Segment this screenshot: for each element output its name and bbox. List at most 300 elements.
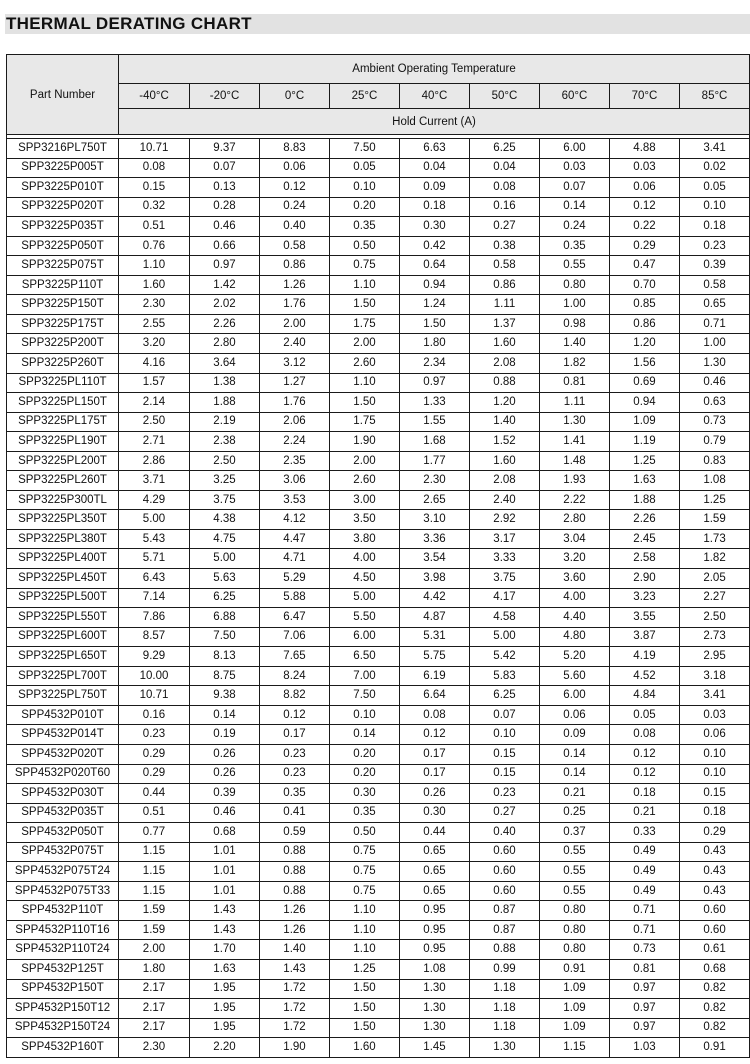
- page-title: THERMAL DERATING CHART: [6, 14, 252, 33]
- hold-current-cell: 0.64: [400, 256, 470, 276]
- hold-current-cell: 1.30: [400, 999, 470, 1019]
- hold-current-cell: 1.41: [540, 432, 610, 452]
- hold-current-cell: 2.30: [119, 1038, 190, 1058]
- hold-current-cell: 0.80: [540, 275, 610, 295]
- hold-current-cell: 4.12: [260, 510, 330, 530]
- table-row: [7, 705, 750, 725]
- hold-current-cell: 0.59: [260, 823, 330, 843]
- hold-current-cell: 5.42: [470, 647, 540, 667]
- part-number-cell: SPP3225PL350T: [7, 510, 119, 530]
- hold-current-cell: 1.11: [540, 393, 610, 413]
- hold-current-cell: 6.43: [119, 569, 190, 589]
- part-number-cell: SPP4532P150T24: [7, 1018, 119, 1038]
- part-number-cell: SPP3225PL110T: [7, 373, 119, 393]
- hold-current-cell: 1.50: [330, 999, 400, 1019]
- hold-current-cell: 0.82: [680, 979, 750, 999]
- hold-current-cell: 0.81: [540, 373, 610, 393]
- hold-current-cell: 0.86: [610, 314, 680, 334]
- hold-current-cell: 0.07: [540, 178, 610, 198]
- table-row: [7, 490, 750, 510]
- hold-current-cell: 3.60: [540, 569, 610, 589]
- hold-current-cell: 8.57: [119, 627, 190, 647]
- hold-current-cell: 0.18: [610, 784, 680, 804]
- hold-current-cell: 7.14: [119, 588, 190, 608]
- hold-current-cell: 1.60: [119, 275, 190, 295]
- temperature-header-cell: 25°C: [330, 84, 400, 109]
- hold-current-cell: 0.26: [190, 744, 260, 764]
- hold-current-cell: 1.40: [470, 412, 540, 432]
- part-number-cell: SPP3225PL400T: [7, 549, 119, 569]
- hold-current-cell: 0.68: [680, 959, 750, 979]
- hold-current-cell: 1.77: [400, 451, 470, 471]
- hold-current-cell: 1.60: [470, 451, 540, 471]
- table-row: [7, 920, 750, 940]
- hold-current-cell: 0.80: [540, 920, 610, 940]
- hold-current-cell: 0.97: [610, 1018, 680, 1038]
- hold-current-cell: 0.91: [680, 1038, 750, 1058]
- hold-current-cell: 1.15: [119, 842, 190, 862]
- part-number-cell: SPP3225PL380T: [7, 529, 119, 549]
- temperature-header-row: [7, 84, 750, 109]
- hold-current-cell: 0.40: [260, 217, 330, 237]
- hold-current-cell: 3.50: [330, 510, 400, 530]
- table-row: [7, 158, 750, 178]
- hold-current-cell: 0.05: [610, 705, 680, 725]
- table-row: [7, 510, 750, 530]
- hold-current-cell: 0.97: [190, 256, 260, 276]
- hold-current-cell: 6.00: [540, 139, 610, 159]
- hold-current-cell: 5.88: [260, 588, 330, 608]
- temperature-header-cell: 0°C: [260, 84, 330, 109]
- hold-current-cell: 0.13: [190, 178, 260, 198]
- hold-current-cell: 0.71: [610, 920, 680, 940]
- table-row: [7, 647, 750, 667]
- table-row: [7, 959, 750, 979]
- hold-current-cell: 4.52: [610, 666, 680, 686]
- hold-current-cell: 0.99: [470, 959, 540, 979]
- hold-current-cell: 1.50: [330, 295, 400, 315]
- hold-current-cell: 4.80: [540, 627, 610, 647]
- hold-current-cell: 2.65: [400, 490, 470, 510]
- hold-current-cell: 0.03: [540, 158, 610, 178]
- hold-current-cell: 0.86: [470, 275, 540, 295]
- hold-current-cell: 0.29: [119, 744, 190, 764]
- hold-current-cell: 1.30: [400, 1018, 470, 1038]
- hold-current-cell: 0.85: [610, 295, 680, 315]
- hold-current-cell: 1.10: [330, 901, 400, 921]
- hold-current-cell: 3.75: [190, 490, 260, 510]
- hold-current-cell: 4.50: [330, 569, 400, 589]
- part-number-cell: SPP4532P075T24: [7, 862, 119, 882]
- hold-current-cell: 0.86: [260, 256, 330, 276]
- hold-current-cell: 8.75: [190, 666, 260, 686]
- hold-current-cell: 0.10: [330, 178, 400, 198]
- table-row: [7, 725, 750, 745]
- hold-current-cell: 0.95: [400, 920, 470, 940]
- hold-current-cell: 1.10: [330, 373, 400, 393]
- hold-current-cell: 2.40: [470, 490, 540, 510]
- hold-current-cell: 3.25: [190, 471, 260, 491]
- thermal-derating-table: [6, 54, 750, 1058]
- hold-current-cell: 6.00: [540, 686, 610, 706]
- hold-current-cell: 0.09: [400, 178, 470, 198]
- hold-current-cell: 3.10: [400, 510, 470, 530]
- hold-current-cell: 2.80: [540, 510, 610, 530]
- hold-current-cell: 1.30: [400, 979, 470, 999]
- hold-current-cell: 0.12: [610, 197, 680, 217]
- part-number-cell: SPP4532P020T: [7, 744, 119, 764]
- hold-current-cell: 4.87: [400, 608, 470, 628]
- hold-current-cell: 0.94: [610, 393, 680, 413]
- hold-current-cell: 2.90: [610, 569, 680, 589]
- hold-current-cell: 0.50: [330, 236, 400, 256]
- hold-current-cell: 2.00: [119, 940, 190, 960]
- hold-current-cell: 0.60: [470, 862, 540, 882]
- part-number-cell: SPP3225PL550T: [7, 608, 119, 628]
- hold-current-cell: 0.58: [680, 275, 750, 295]
- hold-current-cell: 0.03: [680, 705, 750, 725]
- hold-current-cell: 0.81: [610, 959, 680, 979]
- part-number-cell: SPP3225P300TL: [7, 490, 119, 510]
- hold-current-cell: 0.60: [680, 901, 750, 921]
- hold-current-cell: 4.40: [540, 608, 610, 628]
- hold-current-cell: 1.27: [260, 373, 330, 393]
- hold-current-cell: 0.35: [330, 803, 400, 823]
- part-number-cell: SPP3225P075T: [7, 256, 119, 276]
- hold-current-cell: 0.24: [540, 217, 610, 237]
- hold-current-cell: 0.75: [330, 881, 400, 901]
- hold-current-cell: 1.37: [470, 314, 540, 334]
- hold-current-cell: 2.17: [119, 979, 190, 999]
- hold-current-cell: 0.43: [680, 881, 750, 901]
- hold-current-cell: 0.06: [680, 725, 750, 745]
- part-number-cell: SPP4532P110T: [7, 901, 119, 921]
- table-row: [7, 627, 750, 647]
- part-number-cell: SPP3225PL500T: [7, 588, 119, 608]
- hold-current-cell: 0.66: [190, 236, 260, 256]
- part-number-cell: SPP3225PL700T: [7, 666, 119, 686]
- hold-current-cell: 2.14: [119, 393, 190, 413]
- hold-current-cell: 3.53: [260, 490, 330, 510]
- hold-current-cell: 0.20: [330, 744, 400, 764]
- hold-current-cell: 6.88: [190, 608, 260, 628]
- hold-current-cell: 5.00: [470, 627, 540, 647]
- hold-current-cell: 1.10: [330, 940, 400, 960]
- hold-current-cell: 0.37: [540, 823, 610, 843]
- hold-current-cell: 10.71: [119, 686, 190, 706]
- hold-current-cell: 6.25: [470, 686, 540, 706]
- hold-current-cell: 2.86: [119, 451, 190, 471]
- hold-current-cell: 1.48: [540, 451, 610, 471]
- hold-current-cell: 0.97: [610, 979, 680, 999]
- hold-current-cell: 0.23: [680, 236, 750, 256]
- hold-current-cell: 4.42: [400, 588, 470, 608]
- hold-current-cell: 0.97: [610, 999, 680, 1019]
- part-number-cell: SPP3225PL260T: [7, 471, 119, 491]
- hold-current-cell: 0.15: [119, 178, 190, 198]
- temperature-header-cell: 70°C: [610, 84, 680, 109]
- hold-current-cell: 0.61: [680, 940, 750, 960]
- hold-current-cell: 7.86: [119, 608, 190, 628]
- hold-current-cell: 1.60: [470, 334, 540, 354]
- hold-current-cell: 4.71: [260, 549, 330, 569]
- hold-current-cell: 4.84: [610, 686, 680, 706]
- hold-current-cell: 0.95: [400, 901, 470, 921]
- hold-current-cell: 0.02: [680, 158, 750, 178]
- hold-current-cell: 0.19: [190, 725, 260, 745]
- table-row: [7, 432, 750, 452]
- hold-current-cell: 0.65: [680, 295, 750, 315]
- hold-current-cell: 3.54: [400, 549, 470, 569]
- hold-current-cell: 1.63: [610, 471, 680, 491]
- hold-current-cell: 2.08: [470, 354, 540, 374]
- hold-current-cell: 1.01: [190, 862, 260, 882]
- hold-current-cell: 2.05: [680, 569, 750, 589]
- hold-current-cell: 0.73: [680, 412, 750, 432]
- hold-current-cell: 9.38: [190, 686, 260, 706]
- table-row: [7, 178, 750, 198]
- table-row: [7, 393, 750, 413]
- hold-current-cell: 3.41: [680, 686, 750, 706]
- hold-current-cell: 7.06: [260, 627, 330, 647]
- hold-current-cell: 4.00: [540, 588, 610, 608]
- table-row: [7, 412, 750, 432]
- hold-current-cell: 0.33: [610, 823, 680, 843]
- hold-current-cell: 1.75: [330, 314, 400, 334]
- hold-current-cell: 0.88: [260, 881, 330, 901]
- hold-current-cell: 0.60: [470, 842, 540, 862]
- hold-current-cell: 0.71: [610, 901, 680, 921]
- hold-current-cell: 2.26: [610, 510, 680, 530]
- hold-current-cell: 0.97: [400, 373, 470, 393]
- part-number-cell: SPP3225P110T: [7, 275, 119, 295]
- part-number-cell: SPP3225P260T: [7, 354, 119, 374]
- part-number-cell: SPP4532P150T12: [7, 999, 119, 1019]
- hold-current-cell: 2.40: [260, 334, 330, 354]
- table-row: [7, 686, 750, 706]
- part-number-cell: SPP4532P125T: [7, 959, 119, 979]
- hold-current-cell: 0.49: [610, 842, 680, 862]
- hold-current-cell: 4.38: [190, 510, 260, 530]
- hold-current-cell: 0.60: [470, 881, 540, 901]
- hold-current-cell: 8.24: [260, 666, 330, 686]
- hold-current-cell: 0.20: [330, 764, 400, 784]
- hold-current-cell: 0.47: [610, 256, 680, 276]
- part-number-cell: SPP4532P020T60: [7, 764, 119, 784]
- hold-current-cell: 0.44: [119, 784, 190, 804]
- part-number-cell: SPP3225PL190T: [7, 432, 119, 452]
- hold-current-cell: 3.71: [119, 471, 190, 491]
- hold-current-cell: 0.12: [610, 764, 680, 784]
- hold-current-cell: 1.15: [119, 862, 190, 882]
- hold-current-cell: 0.68: [190, 823, 260, 843]
- hold-current-cell: 1.56: [610, 354, 680, 374]
- hold-current-cell: 0.06: [540, 705, 610, 725]
- hold-current-cell: 1.26: [260, 920, 330, 940]
- hold-current-cell: 2.71: [119, 432, 190, 452]
- hold-current-cell: 1.90: [330, 432, 400, 452]
- hold-current-cell: 1.59: [680, 510, 750, 530]
- hold-current-cell: 0.51: [119, 217, 190, 237]
- hold-current-cell: 0.75: [330, 842, 400, 862]
- hold-current-cell: 1.50: [330, 979, 400, 999]
- table-row: [7, 256, 750, 276]
- hold-current-cell: 1.80: [119, 959, 190, 979]
- hold-current-cell: 6.25: [470, 139, 540, 159]
- hold-current-cell: 4.47: [260, 529, 330, 549]
- hold-current-cell: 3.20: [119, 334, 190, 354]
- part-number-cell: SPP3225PL150T: [7, 393, 119, 413]
- hold-current-cell: 0.87: [470, 920, 540, 940]
- hold-current-cell: 9.37: [190, 139, 260, 159]
- hold-current-cell: 1.82: [540, 354, 610, 374]
- hold-current-cell: 0.29: [610, 236, 680, 256]
- hold-current-cell: 3.06: [260, 471, 330, 491]
- table-row: [7, 608, 750, 628]
- part-number-cell: SPP3225PL450T: [7, 569, 119, 589]
- hold-current-cell: 9.29: [119, 647, 190, 667]
- hold-current-cell: 4.75: [190, 529, 260, 549]
- table-row: [7, 666, 750, 686]
- hold-current-cell: 0.23: [260, 744, 330, 764]
- hold-current-cell: 2.50: [119, 412, 190, 432]
- hold-current-cell: 0.30: [400, 803, 470, 823]
- hold-current-cell: 5.00: [330, 588, 400, 608]
- table-row: [7, 569, 750, 589]
- part-number-cell: SPP4532P050T: [7, 823, 119, 843]
- hold-current-cell: 1.30: [540, 412, 610, 432]
- title-bar: [5, 14, 750, 34]
- hold-current-cell: 1.18: [470, 999, 540, 1019]
- hold-current-cell: 3.80: [330, 529, 400, 549]
- hold-current-cell: 0.09: [540, 725, 610, 745]
- hold-current-cell: 0.12: [610, 744, 680, 764]
- part-number-cell: SPP4532P150T: [7, 979, 119, 999]
- hold-current-cell: 0.12: [260, 705, 330, 725]
- table-row: [7, 862, 750, 882]
- table-row: [7, 373, 750, 393]
- hold-current-cell: 1.43: [260, 959, 330, 979]
- hold-current-cell: 0.55: [540, 256, 610, 276]
- hold-current-cell: 1.80: [400, 334, 470, 354]
- hold-current-cell: 0.80: [540, 940, 610, 960]
- hold-current-cell: 0.75: [330, 256, 400, 276]
- hold-current-cell: 1.08: [680, 471, 750, 491]
- hold-current-cell: 2.73: [680, 627, 750, 647]
- hold-current-cell: 1.95: [190, 999, 260, 1019]
- hold-current-cell: 1.63: [190, 959, 260, 979]
- hold-current-cell: 0.75: [330, 862, 400, 882]
- part-number-cell: SPP3225PL750T: [7, 686, 119, 706]
- table-row: [7, 823, 750, 843]
- hold-current-cell: 2.19: [190, 412, 260, 432]
- table-row: [7, 1018, 750, 1038]
- hold-current-cell: 0.95: [400, 940, 470, 960]
- hold-current-cell: 0.43: [680, 842, 750, 862]
- table-row: [7, 295, 750, 315]
- hold-current-cell: 2.00: [330, 451, 400, 471]
- ambient-temperature-header: Ambient Operating Temperature: [119, 55, 750, 84]
- table-row: [7, 529, 750, 549]
- hold-current-cell: 0.14: [540, 764, 610, 784]
- hold-current-cell: 0.88: [260, 842, 330, 862]
- hold-current-cell: 1.00: [540, 295, 610, 315]
- hold-current-cell: 1.68: [400, 432, 470, 452]
- hold-current-cell: 0.17: [400, 764, 470, 784]
- hold-current-cell: 1.55: [400, 412, 470, 432]
- hold-current-cell: 4.29: [119, 490, 190, 510]
- table-body: [7, 139, 750, 1058]
- table-row: [7, 842, 750, 862]
- hold-current-cell: 0.65: [400, 881, 470, 901]
- hold-current-cell: 0.30: [400, 217, 470, 237]
- hold-current-cell: 4.16: [119, 354, 190, 374]
- table-row: [7, 999, 750, 1019]
- hold-current-cell: 4.00: [330, 549, 400, 569]
- hold-current-cell: 0.35: [540, 236, 610, 256]
- hold-current-cell: 0.69: [610, 373, 680, 393]
- hold-current-cell: 2.20: [190, 1038, 260, 1058]
- hold-current-cell: 1.11: [470, 295, 540, 315]
- table-row: [7, 197, 750, 217]
- hold-current-cell: 2.35: [260, 451, 330, 471]
- part-number-cell: SPP3225P020T: [7, 197, 119, 217]
- hold-current-cell: 1.70: [190, 940, 260, 960]
- hold-current-cell: 1.59: [119, 920, 190, 940]
- hold-current-cell: 0.88: [260, 862, 330, 882]
- hold-current-cell: 0.32: [119, 197, 190, 217]
- hold-current-cell: 0.58: [470, 256, 540, 276]
- hold-current-cell: 0.06: [260, 158, 330, 178]
- hold-current-cell: 2.08: [470, 471, 540, 491]
- hold-current-cell: 0.08: [119, 158, 190, 178]
- part-number-cell: SPP3225P175T: [7, 314, 119, 334]
- hold-current-cell: 0.46: [680, 373, 750, 393]
- hold-current-cell: 3.87: [610, 627, 680, 647]
- hold-current-cell: 0.27: [470, 217, 540, 237]
- hold-current-cell: 0.65: [400, 842, 470, 862]
- hold-current-cell: 6.64: [400, 686, 470, 706]
- hold-current-cell: 0.15: [470, 744, 540, 764]
- hold-current-cell: 3.04: [540, 529, 610, 549]
- hold-current-cell: 1.95: [190, 979, 260, 999]
- hold-current-cell: 0.28: [190, 197, 260, 217]
- hold-current-cell: 2.95: [680, 647, 750, 667]
- part-number-cell: SPP3216PL750T: [7, 139, 119, 159]
- hold-current-cell: 1.72: [260, 1018, 330, 1038]
- part-number-cell: SPP4532P014T: [7, 725, 119, 745]
- temperature-header-cell: -40°C: [119, 84, 190, 109]
- part-number-cell: SPP3225P005T: [7, 158, 119, 178]
- hold-current-cell: 1.52: [470, 432, 540, 452]
- hold-current-cell: 7.00: [330, 666, 400, 686]
- hold-current-cell: 1.50: [400, 314, 470, 334]
- hold-current-cell: 6.25: [190, 588, 260, 608]
- table-row: [7, 881, 750, 901]
- hold-current-cell: 0.05: [330, 158, 400, 178]
- hold-current-cell: 3.12: [260, 354, 330, 374]
- hold-current-cell: 1.72: [260, 999, 330, 1019]
- part-number-cell: SPP3225PL650T: [7, 647, 119, 667]
- hold-current-cell: 4.88: [610, 139, 680, 159]
- hold-current-cell: 0.51: [119, 803, 190, 823]
- hold-current-cell: 2.02: [190, 295, 260, 315]
- hold-current-cell: 2.58: [610, 549, 680, 569]
- hold-current-cell: 3.18: [680, 666, 750, 686]
- hold-current-cell: 0.38: [470, 236, 540, 256]
- hold-current-cell: 2.17: [119, 999, 190, 1019]
- table-row: [7, 549, 750, 569]
